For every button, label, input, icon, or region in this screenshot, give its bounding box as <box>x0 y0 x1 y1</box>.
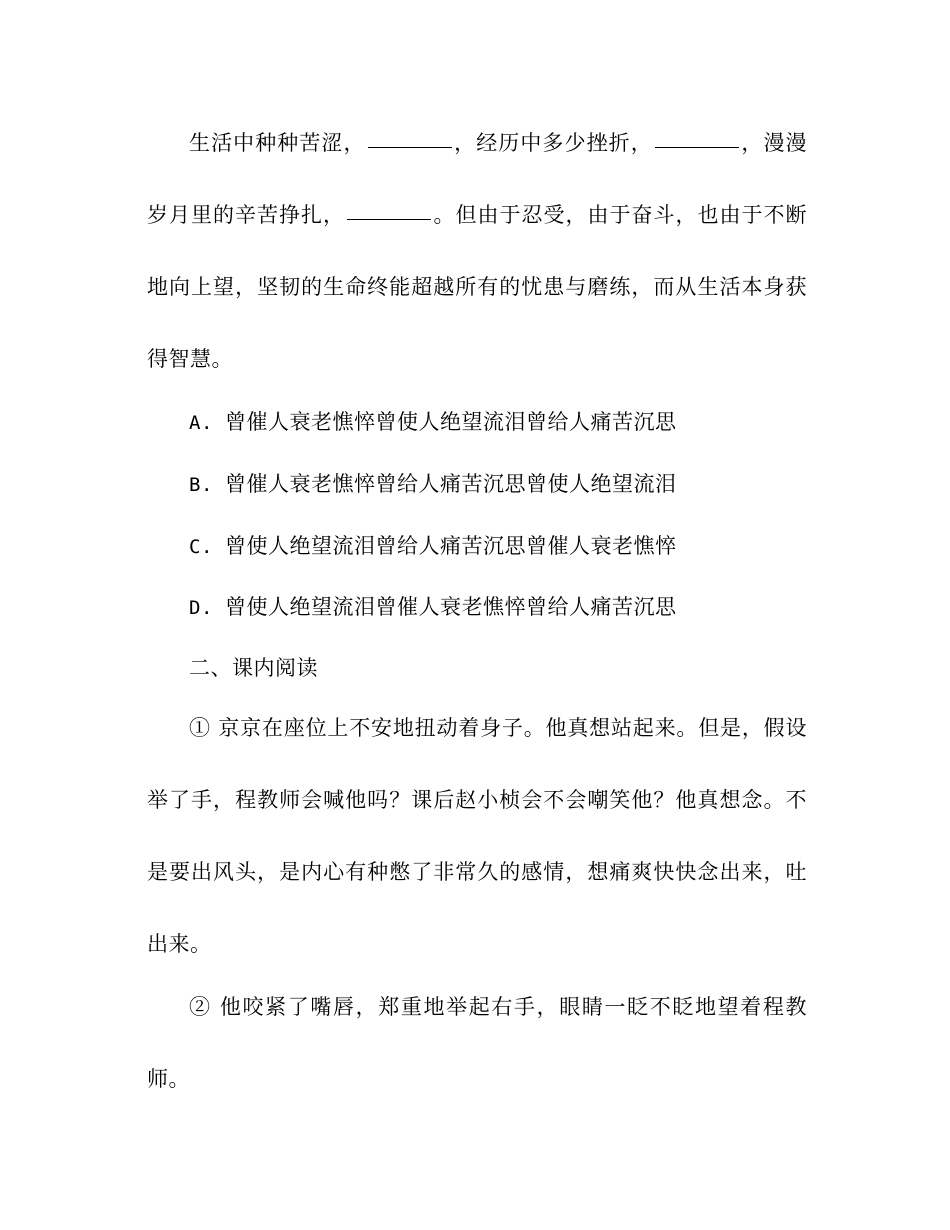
passage-paragraph-1: ① 京京在座位上不安地扭动着身子。他真想站起来。但是，假设举了手，程教师会喊他吗？课后赵小桢会不会嘲笑他？他真想念。不是要出风头，是内心有种憋了非常久的感情，想痛爽快快念出来，吐出来。 <box>147 716 807 956</box>
option-text: 曾使人绝望流泪曾催人衰老憔悴曾给人痛苦沉思 <box>225 595 677 619</box>
option-letter: B. <box>189 474 213 496</box>
stem-part-1: 生活中种种苦涩， <box>189 131 366 155</box>
option-b <box>189 469 677 500</box>
question-stem <box>147 107 807 395</box>
option-letter: D. <box>189 597 213 619</box>
section-heading: 二、课内阅读 <box>189 656 318 680</box>
passage-paragraph-2: ② 他咬紧了嘴唇，郑重地举起右手，眼睛一眨不眨地望着程教师。 <box>147 995 807 1091</box>
answer-blank-1 <box>368 146 452 148</box>
option-letter: C. <box>189 536 213 558</box>
answer-blank-2 <box>655 146 739 148</box>
stem-part-3: ，漫漫岁月里的辛苦挣扎， <box>147 131 808 227</box>
stem-part-4: 。但由于忍受，由于奋斗，也由于不断地向上望，坚韧的生命终能超越所有的忧患与磨练，而从生活本身获得智慧。 <box>147 203 807 371</box>
option-text: 曾催人衰老憔悴曾使人绝望流泪曾给人痛苦沉思 <box>225 410 677 434</box>
option-c <box>189 531 677 562</box>
stem-part-2: ，经历中多少挫折， <box>453 131 653 155</box>
option-letter: A. <box>189 412 213 434</box>
option-d <box>189 592 677 623</box>
answer-blank-3 <box>347 218 431 220</box>
option-text: 曾催人衰老憔悴曾给人痛苦沉思曾使人绝望流泪 <box>225 472 677 496</box>
option-text: 曾使人绝望流泪曾给人痛苦沉思曾催人衰老憔悴 <box>225 534 677 558</box>
option-a <box>189 407 677 438</box>
